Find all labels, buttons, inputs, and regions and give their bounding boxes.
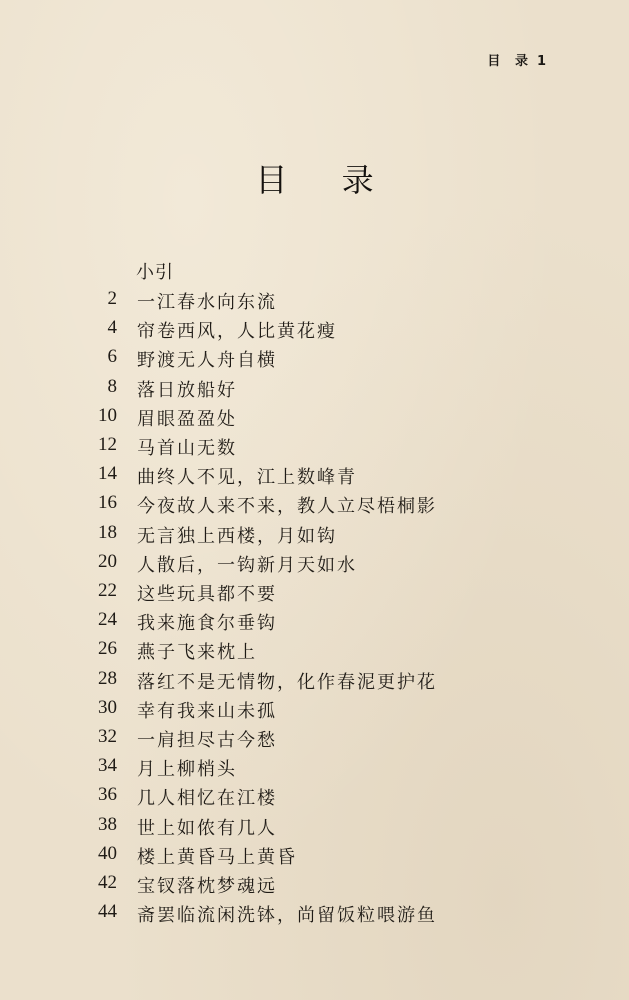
toc-entry-title: 一江春水向东流 [137, 292, 277, 313]
toc-entry[interactable] [0, 726, 629, 755]
toc-intro[interactable]: 小引 [136, 262, 174, 283]
toc-entry[interactable] [0, 434, 629, 463]
toc-entry[interactable] [0, 492, 629, 521]
toc-entry-page: 30 [98, 696, 117, 718]
toc-entry[interactable] [0, 376, 629, 405]
toc-entry[interactable] [0, 405, 629, 434]
toc-entry-title: 曲终人不见，江上数峰青 [137, 467, 357, 489]
toc-entry[interactable] [0, 317, 629, 346]
toc-entry-title: 帘卷西风，人比黄花瘦 [137, 321, 337, 343]
toc-entry-title: 楼上黄昏马上黄昏 [137, 846, 297, 868]
toc-entry-page: 42 [98, 872, 117, 893]
toc-entry-title: 几人相忆在江楼 [137, 788, 277, 810]
toc-entry-page: 22 [98, 580, 117, 601]
toc-entry-title: 无言独上西楼，月如钩 [137, 525, 337, 547]
toc-entry-page: 40 [98, 842, 117, 864]
toc-entry-page: 14 [98, 463, 117, 485]
toc-entry-title: 宝钗落枕梦魂远 [137, 876, 277, 897]
toc-entry-page: 12 [98, 434, 117, 455]
toc-entry-title: 燕子飞来枕上 [137, 642, 257, 664]
toc-entry-title: 落日放船好 [137, 379, 237, 401]
toc-entry-page: 32 [98, 726, 117, 747]
running-header [487, 50, 551, 69]
toc-entry-page: 8 [107, 375, 117, 397]
toc-entry-title: 马首山无数 [137, 438, 237, 459]
toc-entry-page: 6 [107, 346, 117, 368]
toc-entry-page: 26 [98, 638, 117, 660]
toc-entry[interactable] [0, 609, 629, 638]
toc-entry-page: 4 [107, 317, 117, 339]
toc-entry[interactable] [0, 346, 629, 375]
running-title: 目 录 [487, 54, 533, 69]
toc-entry-title: 月上柳梢头 [137, 759, 237, 781]
toc-entry-title: 人散后，一钩新月天如水 [137, 554, 357, 576]
toc-entry[interactable] [0, 288, 629, 317]
toc-entry-title: 幸有我来山未孤 [137, 700, 277, 722]
toc-entry[interactable] [0, 901, 629, 930]
toc-entry-title: 野渡无人舟自横 [137, 350, 277, 372]
toc-entry-page: 28 [98, 667, 117, 689]
toc-entry-page: 34 [98, 755, 117, 777]
toc-entry-page: 16 [98, 492, 117, 514]
toc-entry[interactable] [0, 463, 629, 492]
toc-entry-title: 眉眼盈盈处 [137, 408, 237, 430]
toc-entry[interactable] [0, 872, 629, 901]
toc-entry-title: 世上如侬有几人 [137, 817, 277, 839]
toc-entry[interactable] [0, 551, 629, 580]
toc-entry-page: 18 [98, 521, 117, 543]
toc-entry[interactable] [0, 697, 629, 726]
page-title: 目 录 [255, 161, 396, 199]
toc-entry-title: 我来施食尔垂钩 [137, 613, 277, 635]
toc-entry[interactable] [0, 580, 629, 609]
toc-entry-title: 这些玩具都不要 [137, 584, 277, 605]
toc-entry[interactable] [0, 668, 629, 697]
toc-entry-title: 今夜故人来不来，教人立尽梧桐影 [137, 496, 437, 518]
toc-entry[interactable] [0, 843, 629, 872]
toc-entry-page: 2 [107, 288, 117, 309]
toc-entry[interactable] [0, 814, 629, 843]
toc-entry[interactable] [0, 522, 629, 551]
toc-entry-page: 36 [98, 784, 117, 806]
page-number: 1 [536, 54, 551, 69]
toc-entry[interactable] [0, 784, 629, 813]
toc-entry-title: 落红不是无情物，化作春泥更护花 [137, 671, 437, 693]
toc-entry-page: 10 [98, 404, 117, 426]
toc-entry-page: 38 [98, 813, 117, 835]
toc-entry-page: 44 [98, 901, 117, 923]
toc-entry-page: 20 [98, 550, 117, 572]
toc-entry-page: 24 [98, 609, 117, 631]
toc-entry[interactable] [0, 638, 629, 667]
toc-entry-title: 一肩担尽古今愁 [137, 730, 277, 751]
toc-entry-title: 斋罢临流闲洗钵，尚留饭粒喂游鱼 [137, 905, 437, 927]
toc-entry[interactable] [0, 755, 629, 784]
